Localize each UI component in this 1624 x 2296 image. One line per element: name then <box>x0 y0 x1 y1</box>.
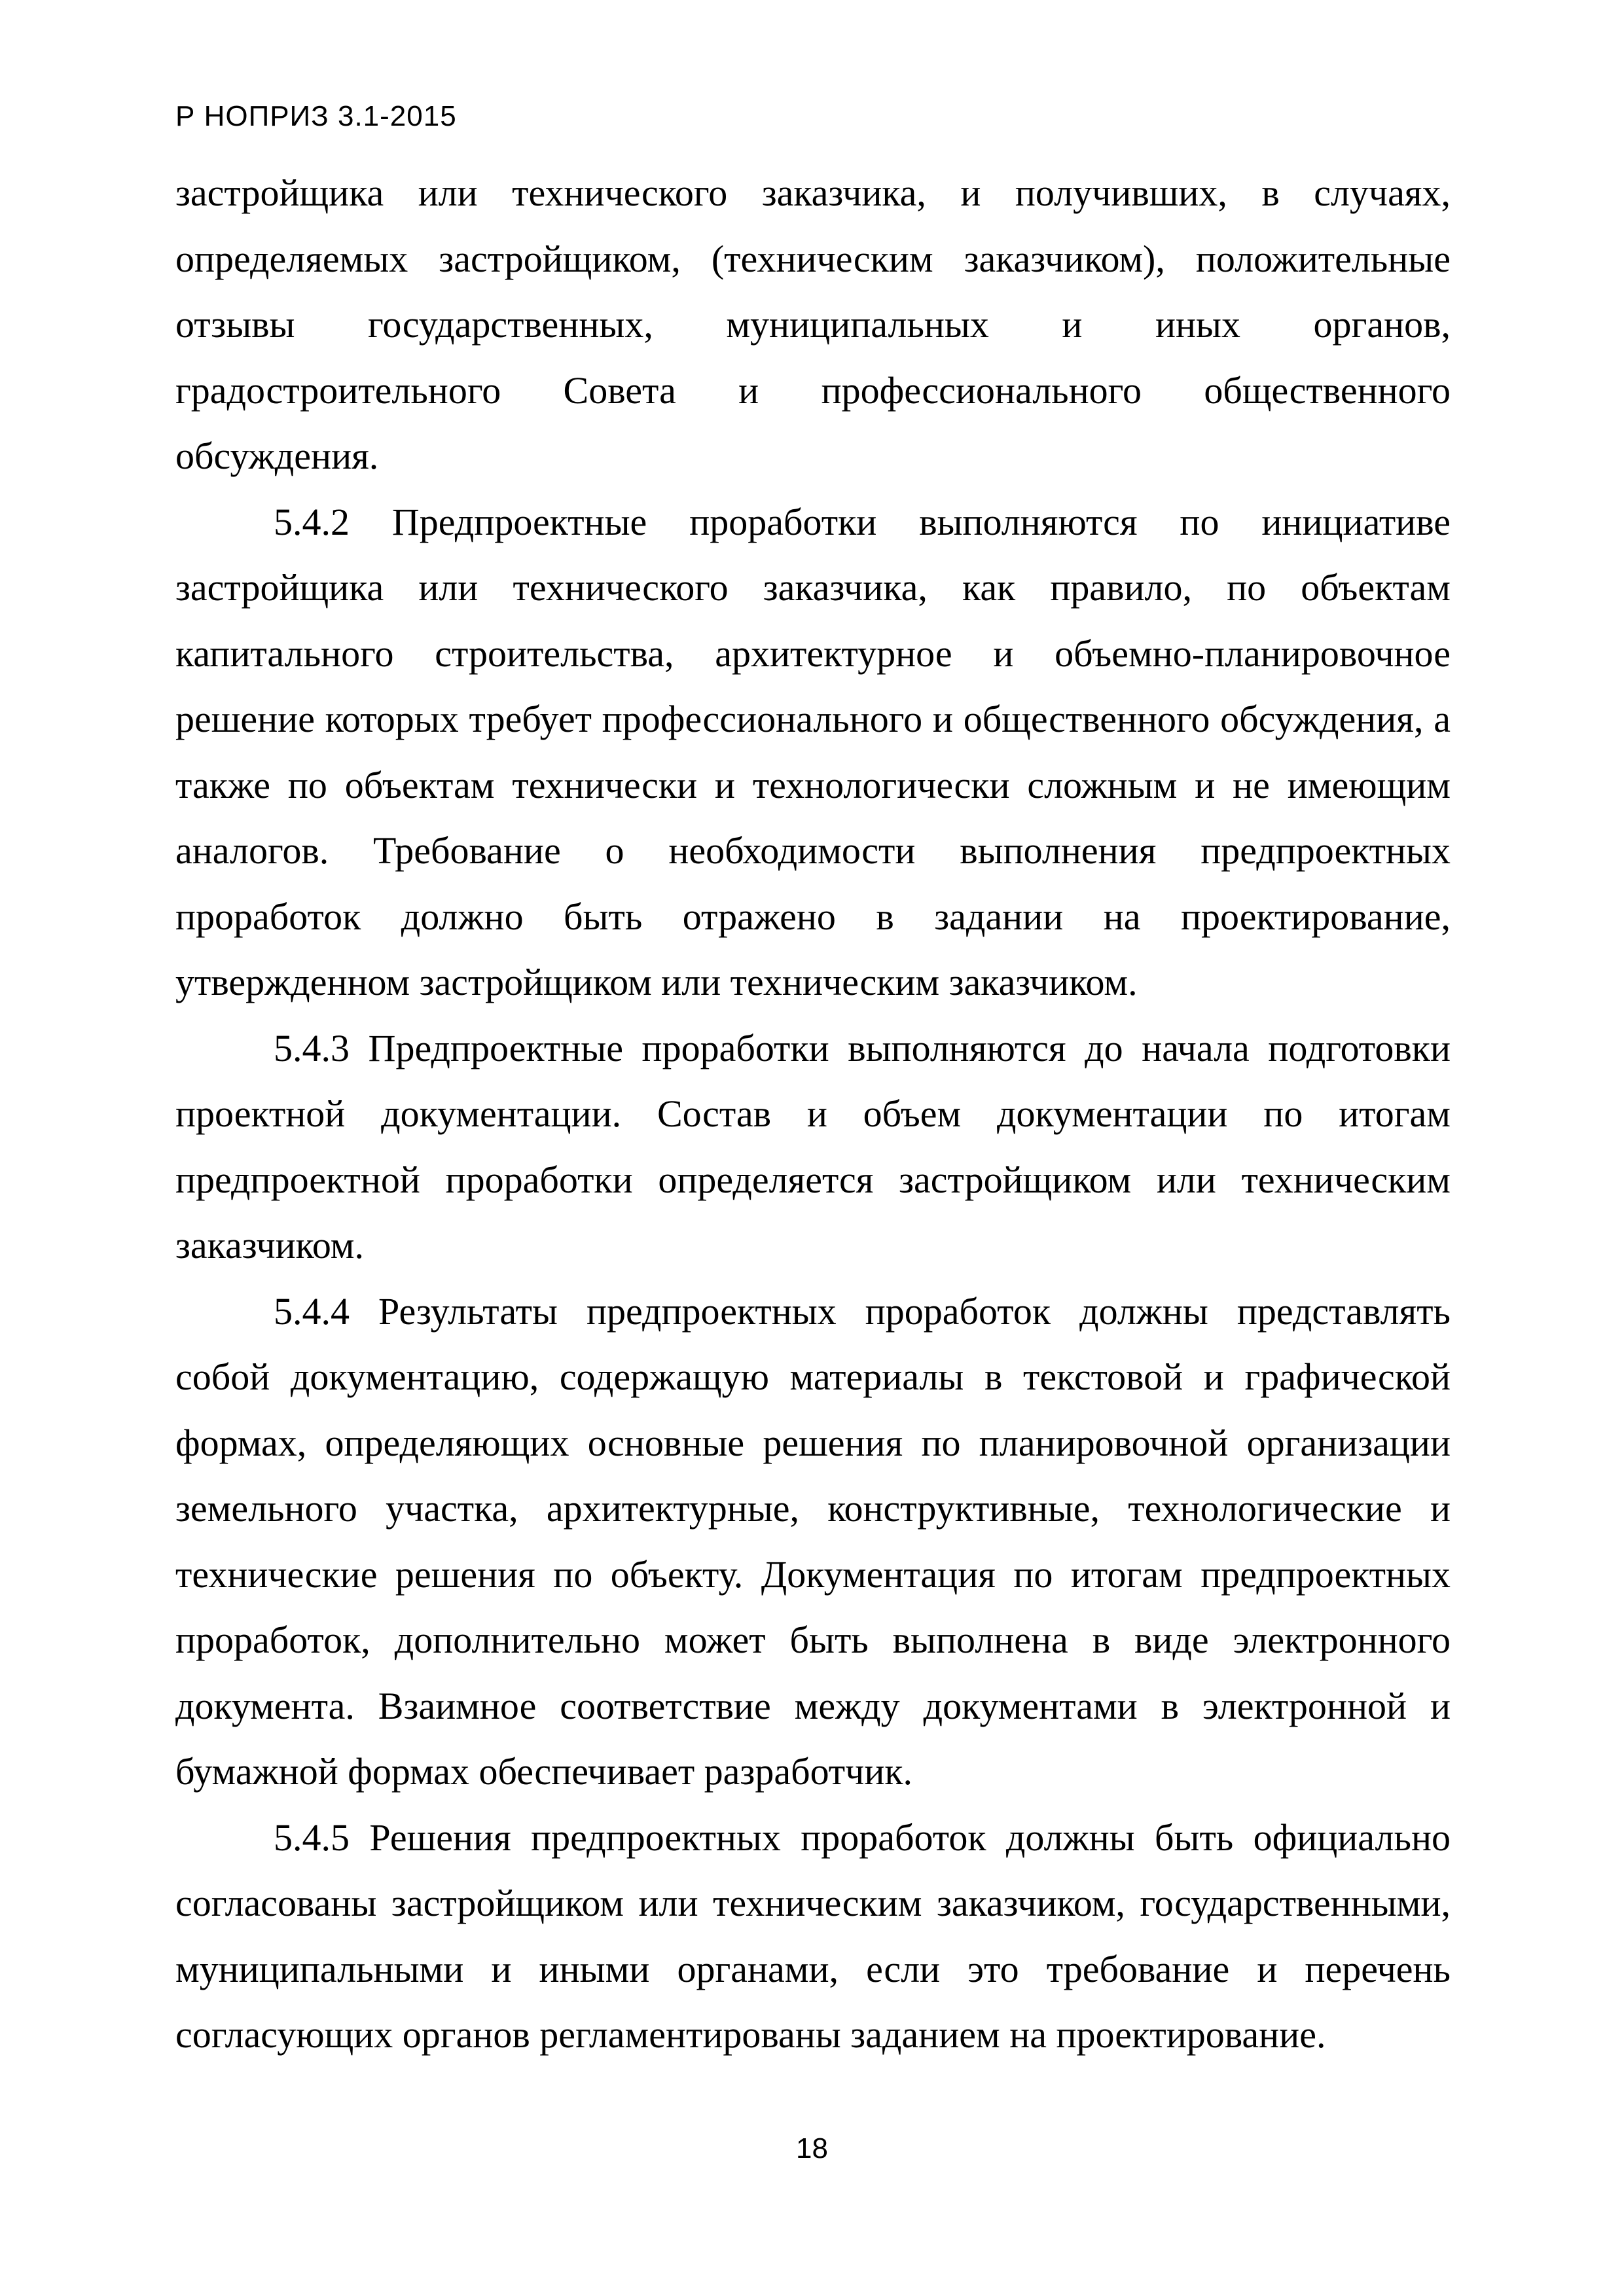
page-number: 18 <box>796 2132 828 2164</box>
document-body <box>175 160 1451 2068</box>
document-code-header: Р НОПРИЗ 3.1-2015 <box>175 100 457 132</box>
paragraph-continuation: застройщика или технического заказчика, и получивших, в случаях, определяемых застройщиком, (техническим заказчиком), положительные отзывы государственных, муниципальных и иных органов, градостроительного Совета и профессионального общественного обсуждения. <box>175 171 1451 477</box>
paragraph-5-4-5: 5.4.5 Решения предпроектных проработок должны быть официально согласованы застройщиком или техническим заказчиком, государственными, муниципальными и иными органами, если это требование и перечень согласующих органов регламентированы заданием на проектирование. <box>175 1816 1451 2056</box>
paragraph-5-4-3: 5.4.3 Предпроектные проработки выполняются до начала подготовки проектной документации. Состав и объем документации по итогам предпроектной проработки определяется застройщиком или техническим заказчиком. <box>175 1026 1451 1266</box>
paragraph-5-4-4: 5.4.4 Результаты предпроектных проработок должны представлять собой документацию, содержащую материалы в текстовой и графической формах, определяющих основные решения по планировочной организации земельного участка, архитектурные, конструктивные, технологические и технические решения по объекту. Документация по итогам предпроектных проработок, дополнительно может быть выполнена в виде электронного документа. Взаимное соответствие между документами в электронной и бумажной формах обеспечивает разработчик. <box>175 1289 1451 1793</box>
paragraph-5-4-2: 5.4.2 Предпроектные проработки выполняются по инициативе застройщика или технического заказчика, как правило, по объектам капитального строительства, архитектурное и объемно-планировочное решение которых требует профессионального и общественного обсуждения, а также по объектам технически и технологически сложным и не имеющим аналогов. Требование о необходимости выполнения предпроектных проработок должно быть отражено в задании на проектирование, утвержденном застройщиком или техническим заказчиком. <box>175 500 1451 1003</box>
